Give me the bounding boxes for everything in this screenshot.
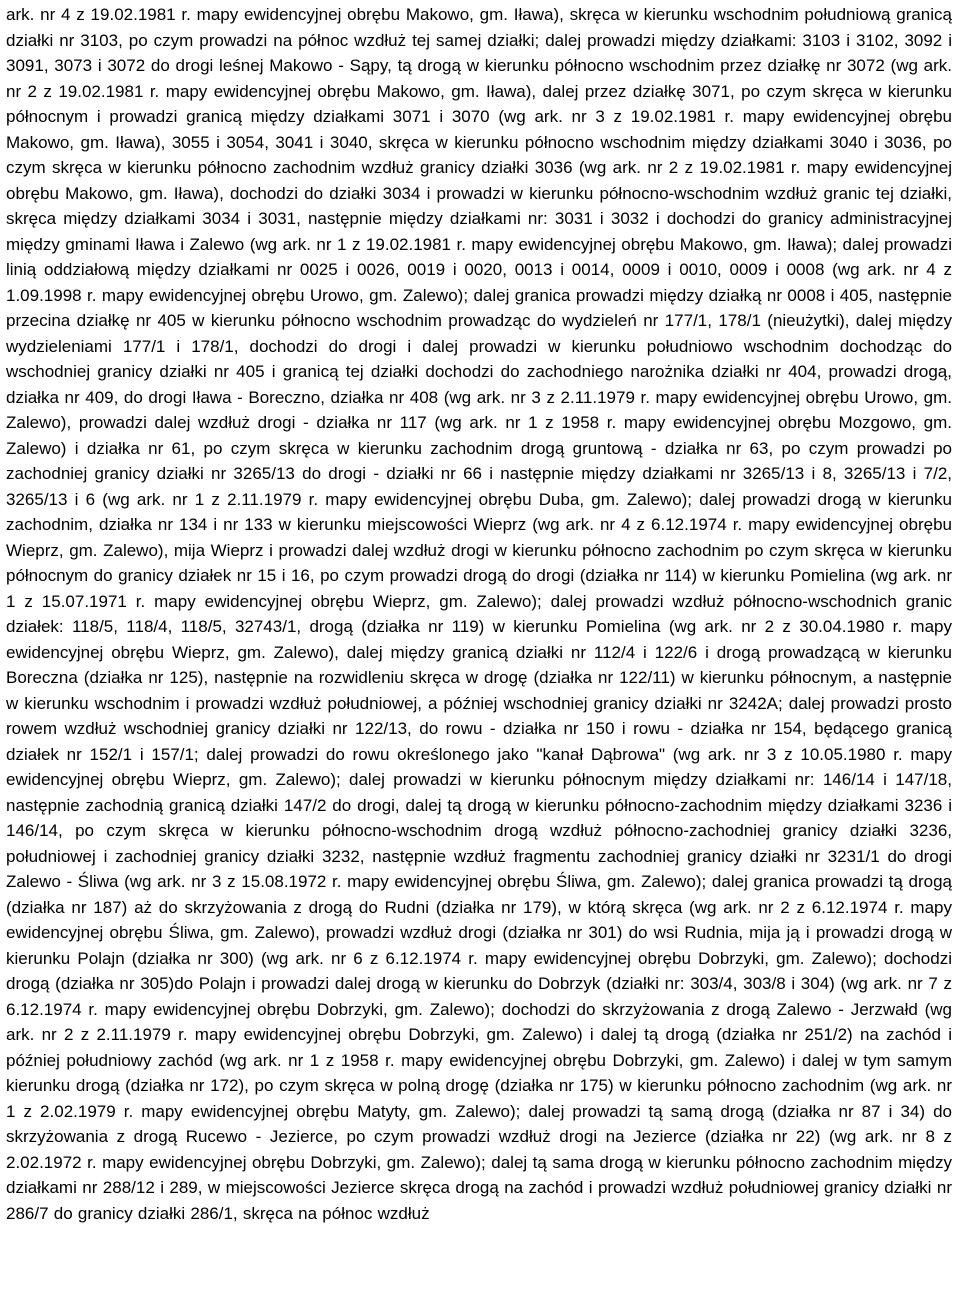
body-paragraph: ark. nr 4 z 19.02.1981 r. mapy ewidencyjnej obrębu Makowo, gm. Iława), skręca w kierunku wschodnim południową granicą działki nr 3103, po czym prowadzi na północ wzdłuż tej samej działki; dalej prowadzi między działkami: 3103 i 3102, 3092 i 3091, 3073 i 3072 do drogi leśnej Makowo - Sąpy, tą drogą w kierunku północno wschodnim przez działkę nr 3072 (wg ark. nr 2 z 19.02.1981 r. mapy ewidencyjnej obrębu Makowo, gm. Iława), dalej przez działkę 3071, po czym skręca w kierunku północnym i prowadzi granicą między działkami 3071 i 3070 (wg ark. nr 3 z 19.02.1981 r. mapy ewidencyjnej obrębu Makowo, gm. Iława), 3055 i 3054, 3041 i 3040, skręca w kierunku północno wschodnim między działkami 3040 i 3036, po czym skręca w kierunku północno zachodnim wzdłuż granicy działki 3036 (wg ark. nr 2 z 19.02.1981 r. mapy ewidencyjnej obrębu Makowo, gm. Iława), dochodzi do działki 3034 i prowadzi w kierunku północno-wschodnim wzdłuż granic tej działki, skręca między działkami 3034 i 3031, następnie między działkami nr: 3031 i 3032 i dochodzi do granicy administracyjnej między gminami Iława i Zalewo (wg ark. nr 1 z 19.02.1981 r. mapy ewidencyjnej obrębu Makowo, gm. Iława); dalej prowadzi linią oddziałową między działkami nr 0025 i 0026, 0019 i 0020, 0013 i 0014, 0009 i 0010, 0009 i 0008 (wg ark. nr 4 z 1.09.1998 r. mapy ewidencyjnej obrębu Urowo, gm. Zalewo); dalej granica prowadzi między działką nr 0008 i 405, następnie przecina działkę nr 405 w kierunku północno wschodnim prowadząc do wydzieleń nr 177/1, 178/1 (nieużytki), dalej między wydzieleniami 177/1 i 178/1, dochodzi do drogi i dalej prowadzi w kierunku południowo wschodnim dochodząc do wschodniej granicy działki nr 405 i granicą tej działki dochodzi do zachodniego narożnika działki nr 404, prowadzi drogą, działka nr 409, do drogi Iława - Boreczno, działka nr 408 (wg ark. nr 3 z 2.11.1979 r. mapy ewidencyjnej obrębu Urowo, gm. Zalewo), prowadzi dalej wzdłuż drogi - działka nr 117 (wg ark. nr 1 z 1958 r. mapy ewidencyjnej obrębu Mozgowo, gm. Zalewo) i działka nr 61, po czym skręca w kierunku zachodnim drogą gruntową - działka nr 63, po czym prowadzi po zachodniej granicy działki nr 3265/13 do drogi - działki nr 66 i następnie między działkami nr 3265/13 i 8, 3265/13 i 7/2, 3265/13 i 6 (wg ark. nr 1 z 2.11.1979 r. mapy ewidencyjnej obrębu Duba, gm. Zalewo); dalej prowadzi drogą w kierunku zachodnim, działka nr 134 i nr 133 w kierunku miejscowości Wieprz (wg ark. nr 4 z 6.12.1974 r. mapy ewidencyjnej obrębu Wieprz, gm. Zalewo), mija Wieprz i prowadzi dalej wzdłuż drogi w kierunku północno zachodnim po czym skręca w kierunku północnym do granicy działek nr 15 i 16, po czym prowadzi drogą do drogi (działka nr 114) w kierunku Pomielina (wg ark. nr 1 z 15.07.1971 r. mapy ewidencyjnej obrębu Wieprz, gm. Zalewo); dalej prowadzi wzdłuż północno-wschodnich granic działek: 118/5, 118/4, 118/5, 32743/1, drogą (działka nr 119) w kierunku Pomielina (wg ark. nr 2 z 30.04.1980 r. mapy ewidencyjnej obrębu Wieprz, gm. Zalewo), dalej między granicą działki nr 112/4 i 122/6 i drogą prowadzącą w kierunku Boreczna (działka nr 125), następnie na rozwidleniu skręca w drogę (działka nr 122/11) w kierunku północnym, a następnie w kierunku wschodnim i prowadzi wzdłuż południowej, a później wschodniej granicy działki nr 3242A; dalej prowadzi prosto rowem wzdłuż wschodniej granicy działki nr 122/13, do rowu - działka nr 150 i rowu - działka nr 154, będącego granicą działek nr 152/1 i 157/1; dalej prowadzi do rowu określonego jako "kanał Dąbrowa" (wg ark. nr 3 z 10.05.1980 r. mapy ewidencyjnej obrębu Wieprz, gm. Zalewo); dalej prowadzi w kierunku północnym między działkami nr: 146/14 i 147/18, następnie zachodnią granicą działki 147/2 do drogi, dalej tą drogą w kierunku północno-zachodnim między działkami 3236 i 146/14, po czym skręca w kierunku północno-wschodnim drogą wzdłuż północno-zachodniej granicy działki 3236, południowej i zachodniej granicy działki 3232, następnie wzdłuż fragmentu zachodniej granicy działki nr 3231/1 do drogi Zalewo - Śliwa (wg ark. nr 3 z 15.08.1972 r. mapy ewidencyjnej obrębu Śliwa, gm. Zalewo); dalej granica prowadzi tą drogą (działka nr 187) aż do skrzyżowania z drogą do Rudni (działka nr 179), w którą skręca (wg ark. nr 2 z 6.12.1974 r. mapy ewidencyjnej obrębu Śliwa, gm. Zalewo), prowadzi wzdłuż drogi (działka nr 301) do wsi Rudnia, mija ją i prowadzi drogą w kierunku Polajn (działka nr 300) (wg ark. nr 6 z 6.12.1974 r. mapy ewidencyjnej obrębu Dobrzyki, gm. Zalewo); dochodzi drogą (działka nr 305)do Polajn i prowadzi dalej drogą w kierunku do Dobrzyk (działki nr: 303/4, 303/8 i 304) (wg ark. nr 7 z 6.12.1974 r. mapy ewidencyjnej obrębu Dobrzyki, gm. Zalewo); dochodzi do skrzyżowania z drogą Zalewo - Jerzwałd (wg ark. nr 2 z 2.11.1979 r. mapy ewidencyjnej obrębu Dobrzyki, gm. Zalewo) i dalej tą drogą (działka nr 251/2) na zachód i później południowy zachód (wg ark. nr 1 z 1958 r. mapy ewidencyjnej obrębu Dobrzyki, gm. Zalewo) i dalej w tym samym kierunku drogą (działka nr 172), po czym skręca w polną drogę (działka nr 175) w kierunku północno zachodnim (wg ark. nr 1 z 2.02.1979 r. mapy ewidencyjnej obrębu Matyty, gm. Zalewo); dalej prowadzi tą samą drogą (działka nr 87 i 34) do skrzyżowania z drogą Rucewo - Jezierce, po czym prowadzi wzdłuż drogi na Jezierce (działka nr 22) (wg ark. nr 8 z 2.02.1972 r. mapy ewidencyjnej obrębu Dobrzyki, gm. Zalewo); dalej tą sama drogą w kierunku północno zachodnim między działkami nr 288/12 i 289, w miejscowości Jezierce skręca drogą na zachód i prowadzi wzdłuż południowej granicy działki nr 286/7 do granicy działki 286/1, skręca na północ wzdłuż (6, 5, 952, 1223)
